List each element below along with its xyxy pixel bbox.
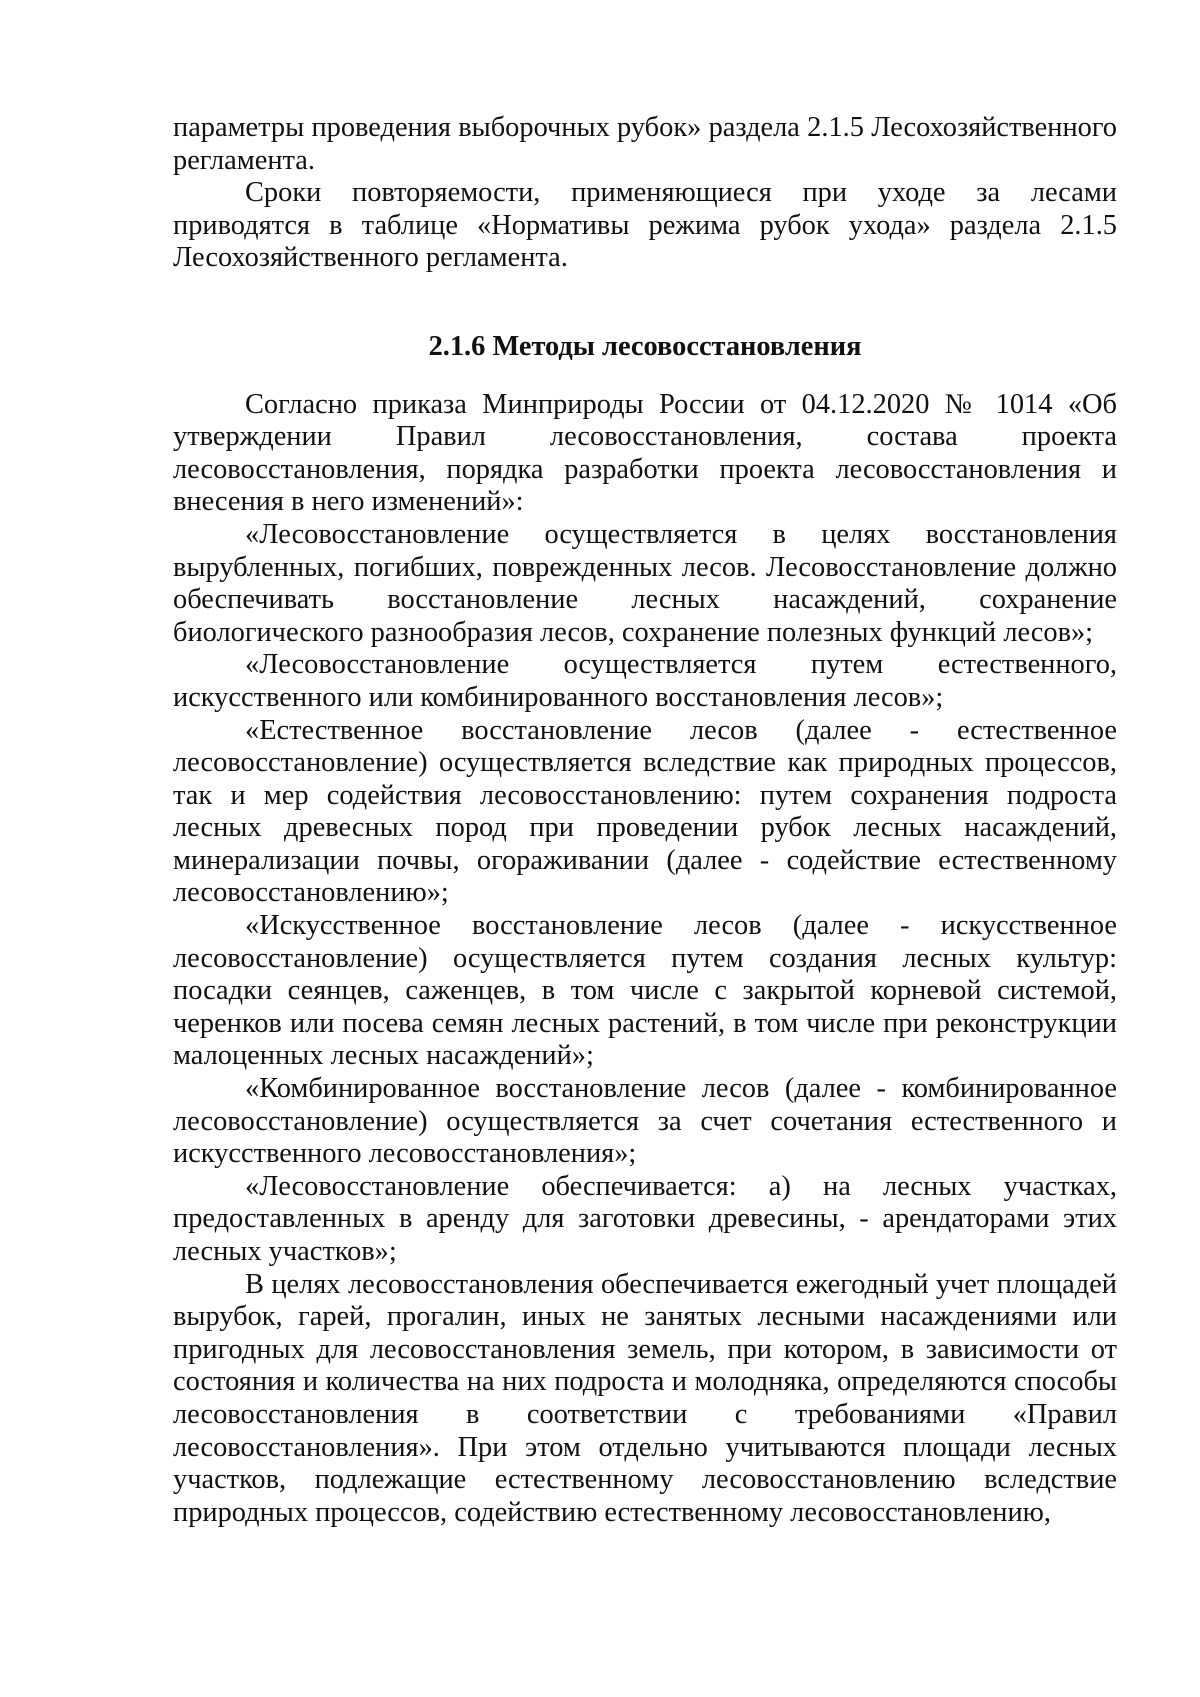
paragraph-artificial: «Искусственное восстановление лесов (далее - искусственное лесовосстановление) осуществляется путем создания лесных культур: посадки сеянцев, саженцев, в том числе с закрытой корневой системой, черенков или посева семян лесных растений, в том числе при реконструкции малоценных лесных насаждений»;	[173, 910, 1117, 1072]
spacer	[173, 364, 1117, 389]
paragraph-repeatability: Сроки повторяемости, применяющиеся при уходе за лесами приводятся в таблице «Нормативы режима рубок ухода» раздела 2.1.5 Лесохозяйственного регламента.	[173, 177, 1117, 274]
paragraph-combined: «Комбинированное восстановление лесов (далее - комбинированное лесовосстановление) осуществляется за счет сочетания естественного и искусственного лесовосстановления»;	[173, 1073, 1117, 1170]
paragraph-accounting: В целях лесовосстановления обеспечивается ежегодный учет площадей вырубок, гарей, прогалин, иных не занятых лесными насаждениями или пригодных для лесовосстановления земель, при котором, в зависимости от состояния и количества на них подроста и молодняка, определяются способы лесовосстановления в соответствии с требованиями «Правил лесовосстановления». При этом отдельно учитываются площади лесных участков, подлежащие естественному лесовосстановлению вследствие природных процессов, содействию естественному лесовосстановлению,	[173, 1268, 1117, 1528]
document-page	[173, 112, 1117, 1529]
spacer	[173, 275, 1117, 331]
paragraph-order-reference: Согласно приказа Минприроды России от 04.12.2020 № 1014 «Об утверждении Правил лесовосстановления, состава проекта лесовосстановления, порядка разработки проекта лесовосстановления и внесения в него изменений»:	[173, 388, 1117, 518]
paragraph-purpose: «Лесовосстановление осуществляется в целях восстановления вырубленных, погибших, поврежденных лесов. Лесовосстановление должно обеспечивать восстановление лесных насаждений, сохранение биологического разнообразия лесов, сохранение полезных функций лесов»;	[173, 518, 1117, 648]
paragraph-ways: «Лесовосстановление осуществляется путем естественного, искусственного или комбинированного восстановления лесов»;	[173, 649, 1117, 713]
section-title: 2.1.6 Методы лесовосстановления	[428, 330, 862, 362]
paragraph-natural: «Естественное восстановление лесов (далее - естественное лесовосстановление) осуществляется вследствие как природных процессов, так и мер содействия лесовосстановлению: путем сохранения подроста лесных древесных пород при проведении рубок лесных насаждений, минерализации почвы, огораживании (далее - содействие естественному лесовосстановлению»;	[173, 714, 1117, 909]
paragraph-continuation: параметры проведения выборочных рубок» раздела 2.1.5 Лесохозяйственного регламента.	[173, 112, 1117, 176]
paragraph-provision: «Лесовосстановление обеспечивается: а) на лесных участках, предоставленных в аренду для заготовки древесины, - арендаторами этих лесных участков»;	[173, 1170, 1117, 1267]
